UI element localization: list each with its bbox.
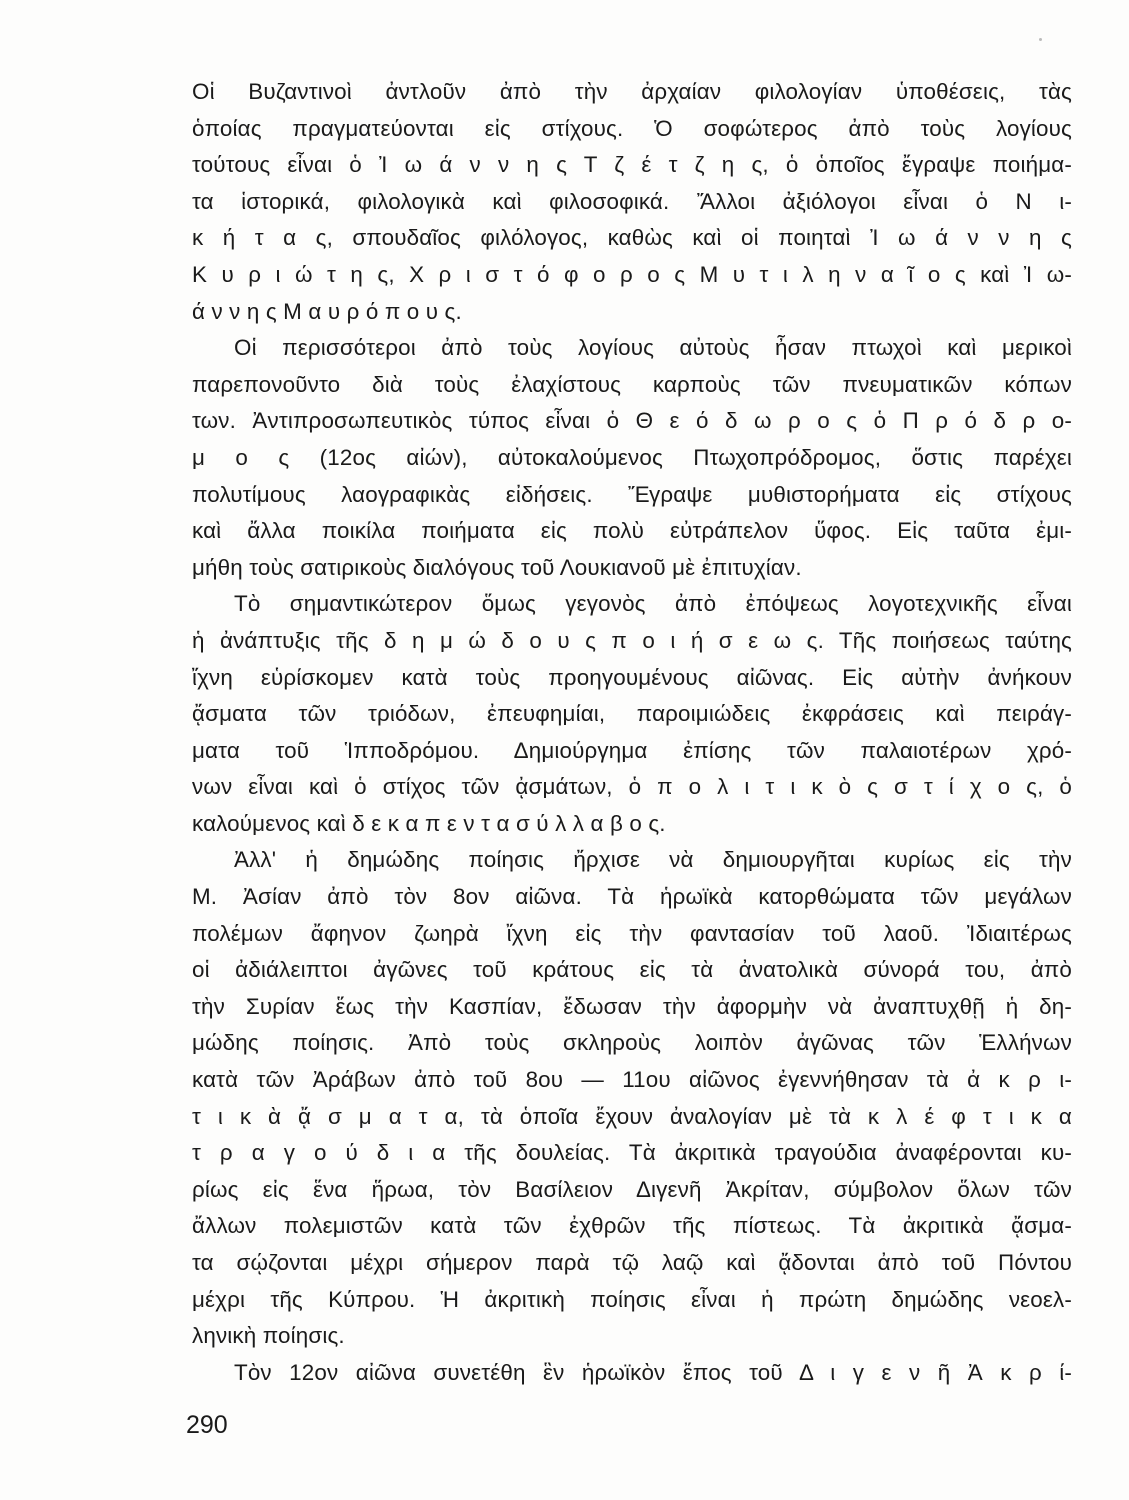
text-line: μήθη τοὺς σατιρικοὺς διαλόγους τοῦ Λουκιανοῦ μὲ ἐπιτυχίαν.	[192, 554, 802, 580]
text-line: ἡ ἀνάπτυξις τῆς δ η μ ώ δ ο υ ς π ο ι ή σ ε ω ς. Τῆς ποιήσεως ταύτης	[192, 627, 1072, 653]
text-line: Ἀλλ' ἡ δημώδης ποίησις ἤρχισε νὰ δημιουργῆται κυρίως εἰς τὴν	[234, 847, 1072, 873]
text-line: τ ι κ ὰ ᾄ σ μ α τ α, τὰ ὁποῖα ἔχουν ἀναλογίαν μὲ τὰ κ λ έ φ τ ι κ α	[192, 1103, 1072, 1129]
text-line: νων εἶναι καὶ ὁ στίχος τῶν ᾀσμάτων, ὁ π ο λ ι τ ι κ ὸ ς σ τ ί χ ο ς, ὁ	[192, 774, 1072, 800]
text-line: ληνικὴ ποίησις.	[192, 1323, 345, 1349]
text-line: καὶ ἄλλα ποικίλα ποιήματα εἰς πολὺ εὐτράπελον ὕφος. Εἰς ταῦτα ἐμι-	[192, 518, 1072, 544]
text-line: ρίως εἰς ἕνα ἥρωα, τὸν Βασίλειον Διγενῆ Ἀκρίταν, σύμβολον ὅλων τῶν	[192, 1176, 1072, 1202]
text-line: ἄλλων πολεμιστῶν κατὰ τῶν ἐχθρῶν τῆς πίστεως. Τὰ ἀκριτικὰ ᾄσμα-	[192, 1213, 1072, 1239]
text-line: ά ν ν η ς Μ α υ ρ ό π ο υ ς.	[192, 298, 462, 324]
text-line: Τὸν 12ον αἰῶνα συνετέθη ἓν ἡρωϊκὸν ἔπος τοῦ Δ ι γ ε ν ῆ Ἀ κ ρ ί-	[234, 1359, 1072, 1385]
text-line: Οἱ Βυζαντινοὶ ἀντλοῦν ἀπὸ τὴν ἀρχαίαν φιλολογίαν ὑποθέσεις, τὰς	[192, 79, 1072, 104]
text-line: μώδης ποίησις. Ἀπὸ τοὺς σκληροὺς λοιπὸν ἀγῶνας τῶν Ἑλλήνων	[192, 1030, 1072, 1056]
text-line: Οἱ περισσότεροι ἀπὸ τοὺς λογίους αὐτοὺς ἦσαν πτωχοὶ καὶ μερικοὶ	[234, 335, 1072, 361]
text-line: τὴν Συρίαν ἕως τὴν Κασπίαν, ἔδωσαν τὴν ἀφορμὴν νὰ ἀναπτυχθῇ ἡ δη-	[192, 993, 1072, 1019]
text-line: ὁποίας πραγματεύονται εἰς στίχους. Ὁ σοφώτερος ἀπὸ τοὺς λογίους	[192, 115, 1072, 141]
text-line: τούτους εἶναι ὁ Ἰ ω ά ν ν η ς Τ ζ έ τ ζ η ς, ὁ ὁποῖος ἔγραψε ποιήμα-	[192, 152, 1072, 178]
text-line: ᾄσματα τῶν τριόδων, ἐπευφημίαι, παροιμιώδεις ἐκφράσεις καὶ πειράγ-	[192, 701, 1072, 727]
text-line: Τὸ σημαντικώτερον ὅμως γεγονὸς ἀπὸ ἐπόψεως λογοτεχνικῆς εἶναι	[234, 591, 1072, 617]
text-line: ἴχνη εὑρίσκομεν κατὰ τοὺς προηγουμένους αἰῶνας. Εἰς αὐτὴν ἀνήκουν	[192, 664, 1072, 690]
body-text	[192, 74, 1072, 1391]
scan-speck	[1039, 38, 1042, 41]
text-line: καλούμενος καὶ δ ε κ α π ε ν τ α σ ύ λ λ α β ο ς.	[192, 810, 666, 836]
text-line: κατὰ τῶν Ἀράβων ἀπὸ τοῦ 8ου — 11ου αἰῶνος ἐγεννήθησαν τὰ ἀ κ ρ ι-	[192, 1067, 1072, 1093]
text-line: τα ἱστορικά, φιλολογικὰ καὶ φιλοσοφικά. Ἄλλοι ἀξιόλογοι εἶναι ὁ Ν ι-	[192, 188, 1072, 214]
text-line: παρεπονοῦντο διὰ τοὺς ἐλαχίστους καρποὺς τῶν πνευματικῶν κόπων	[192, 371, 1072, 397]
text-line: των. Ἀντιπροσωπευτικὸς τύπος εἶναι ὁ Θ ε ό δ ω ρ ο ς ὁ Π ρ ό δ ρ ο-	[192, 408, 1072, 434]
text-line: ματα τοῦ Ἱπποδρόμου. Δημιούργημα ἐπίσης τῶν παλαιοτέρων χρό-	[192, 737, 1072, 763]
text-line: πολυτίμους λαογραφικὰς εἰδήσεις. Ἔγραψε μυθιστορήματα εἰς στίχους	[192, 481, 1072, 507]
text-line: Κ υ ρ ι ώ τ η ς, Χ ρ ι σ τ ό φ ο ρ ο ς Μ υ τ ι λ η ν α ῖ ο ς καὶ Ἰ ω-	[192, 261, 1072, 287]
page-number: 290	[186, 1411, 228, 1439]
text-line: μέχρι τῆς Κύπρου. Ἡ ἀκριτικὴ ποίησις εἶναι ἡ πρώτη δημώδης νεοελ-	[192, 1286, 1072, 1312]
text-line: οἱ ἀδιάλειπτοι ἀγῶνες τοῦ κράτους εἰς τὰ ἀνατολικὰ σύνορά του, ἀπὸ	[192, 957, 1072, 983]
text-line: τ ρ α γ ο ύ δ ι α τῆς δουλείας. Τὰ ἀκριτικὰ τραγούδια ἀναφέρονται κυ-	[192, 1140, 1072, 1166]
text-line: πολέμων ἄφηνον ζωηρὰ ἴχνη εἰς τὴν φαντασίαν τοῦ λαοῦ. Ἰδιαιτέρως	[192, 920, 1072, 946]
text-line: μ ο ς (12ος αἰών), αὐτοκαλούμενος Πτωχοπρόδρομος, ὅστις παρέχει	[192, 444, 1072, 470]
text-line: τα σῴζονται μέχρι σήμερον παρὰ τῷ λαῷ καὶ ᾄδονται ἀπὸ τοῦ Πόντου	[192, 1250, 1072, 1275]
text-line: κ ή τ α ς, σπουδαῖος φιλόλογος, καθὼς καὶ οἱ ποιηταὶ Ἰ ω ά ν ν η ς	[192, 225, 1072, 251]
text-line: Μ. Ἀσίαν ἀπὸ τὸν 8ον αἰῶνα. Τὰ ἡρωϊκὰ κατορθώματα τῶν μεγάλων	[192, 884, 1072, 910]
